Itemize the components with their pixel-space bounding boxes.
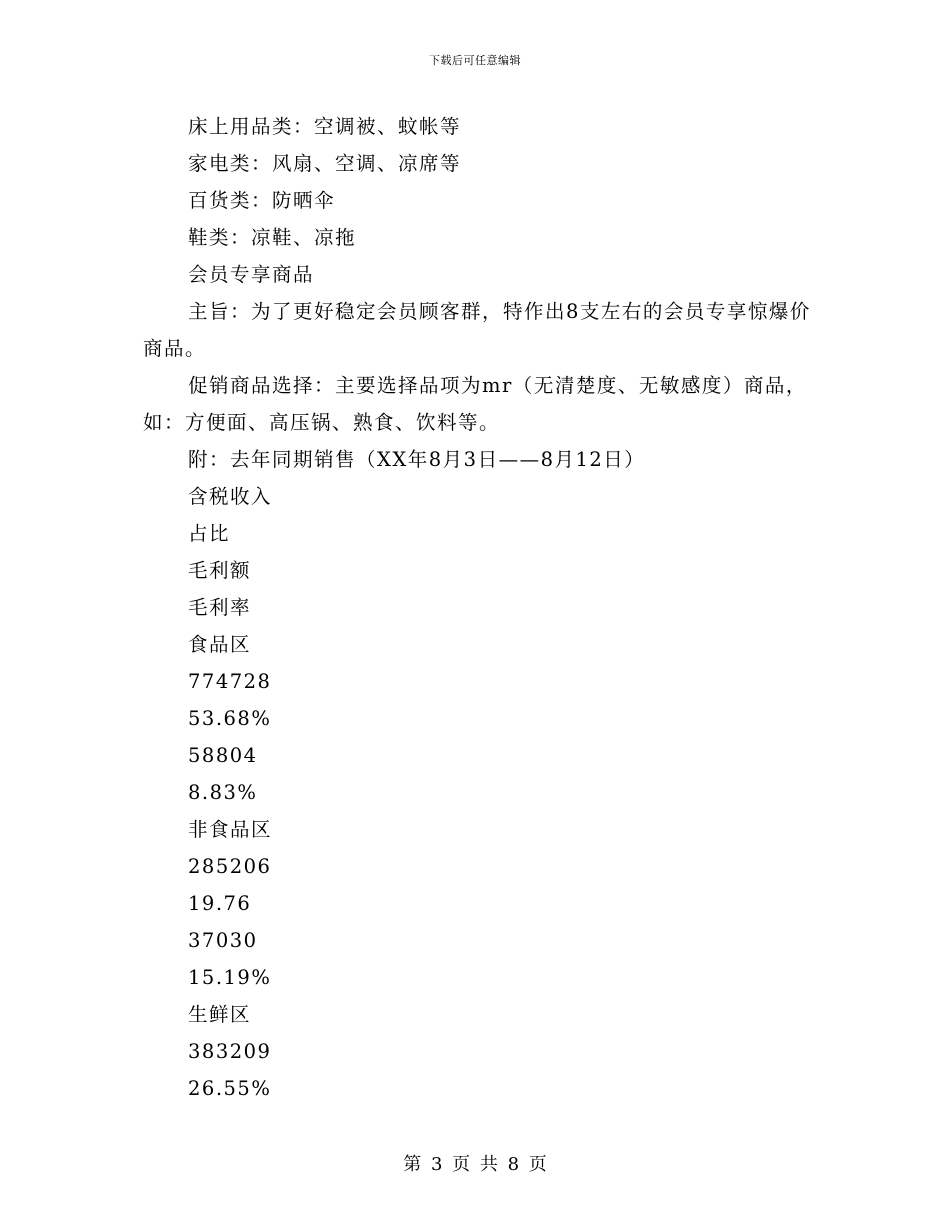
paragraph-product-selection: 促销商品选择：主要选择品项为mr（无清楚度、无敏感度）商品，如：方便面、高压锅、熟食、饮料等。: [143, 374, 807, 434]
paragraph-purpose: 主旨：为了更好稳定会员顾客群，特作出8支左右的会员专享惊爆价商品。: [143, 300, 811, 360]
table-cell-share: 26.55%: [188, 1077, 272, 1100]
table-header-share: 占比: [188, 522, 231, 545]
paragraph-appendix: 附：去年同期销售（XX年8月3日——8月12日）: [188, 448, 646, 471]
paragraph-shoes: 鞋类：凉鞋、凉拖: [188, 226, 357, 249]
paragraph-bedding: 床上用品类：空调被、蚊帐等: [188, 115, 462, 138]
table-cell-revenue: 774728: [188, 670, 272, 693]
table-cell-share: 19.76: [188, 892, 252, 915]
table-cell-margin: 15.19%: [188, 966, 272, 989]
table-header-gross-profit: 毛利额: [188, 559, 252, 582]
paragraph-general-goods: 百货类：防晒伞: [188, 189, 336, 212]
page-number-footer: 第 3 页 共 8 页: [403, 1154, 547, 1175]
table-cell-gross-profit: 58804: [188, 744, 258, 767]
paragraph-appliances: 家电类：风扇、空调、凉席等: [188, 152, 462, 175]
page-header: 下载后可任意编辑: [429, 54, 521, 67]
table-cell-revenue: 285206: [188, 855, 272, 878]
table-cell-margin: 8.83%: [188, 781, 258, 804]
document-body: [143, 108, 815, 1107]
table-header-margin: 毛利率: [188, 596, 252, 619]
table-header-revenue: 含税收入: [188, 485, 273, 508]
table-cell-share: 53.68%: [188, 707, 272, 730]
section-heading-member-products: 会员专享商品: [188, 263, 315, 286]
table-cell-category: 食品区: [188, 633, 252, 656]
table-cell-category: 非食品区: [188, 818, 273, 841]
table-cell-revenue: 383209: [188, 1040, 272, 1063]
table-cell-category: 生鲜区: [188, 1003, 252, 1026]
table-cell-gross-profit: 37030: [188, 929, 258, 952]
